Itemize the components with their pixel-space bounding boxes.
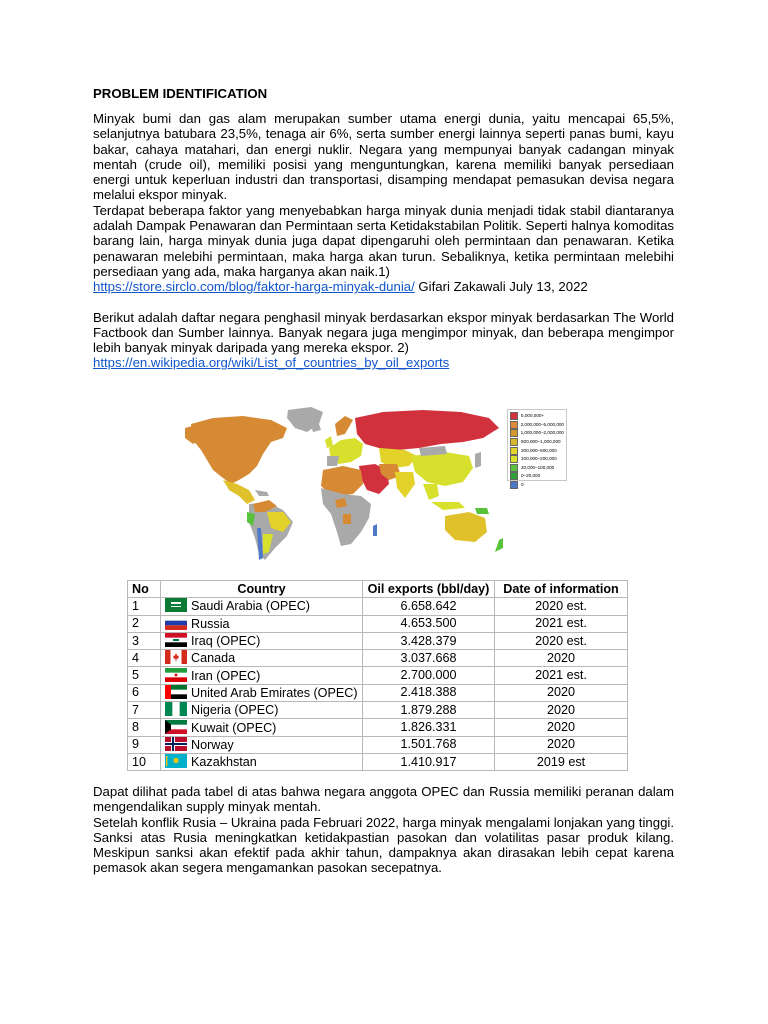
paragraph-russia-ukraine: Setelah konflik Rusia – Ukraina pada Februari 2022, harga minyak mengalami lonjakan yang tinggi. Sanksi atas Rusia meningkatkan ketidakpastian pasokan dan volatilitas pasar produk kilang. Meskipun sanksi akan efektif pada akhir tahun, dampaknya akan dirasakan lebih cepat karena pemasok akan segera mengamankan pasokan secepatnya. xyxy=(93,814,674,876)
table-row xyxy=(128,702,628,719)
country-name: Canada xyxy=(191,651,236,666)
cell-country xyxy=(161,615,363,632)
header-date: Date of information xyxy=(495,581,628,598)
table-row xyxy=(128,753,628,770)
country-name: United Arab Emirates (OPEC) xyxy=(191,685,358,700)
legend-swatch xyxy=(510,464,518,472)
legend-swatch xyxy=(510,438,518,446)
table-row xyxy=(128,650,628,667)
legend-swatch xyxy=(510,429,518,437)
cell-country xyxy=(161,650,363,667)
cell-no: 7 xyxy=(128,702,161,719)
cell-exports: 1.879.288 xyxy=(363,702,495,719)
cell-exports: 3.037.668 xyxy=(363,650,495,667)
cell-country xyxy=(161,702,363,719)
legend-swatch xyxy=(510,447,518,455)
country-name: Nigeria (OPEC) xyxy=(191,703,279,718)
cell-exports: 1.410.917 xyxy=(363,753,495,770)
uae-flag-icon xyxy=(165,685,187,699)
cell-date: 2021 est. xyxy=(495,667,628,684)
russia-flag-icon xyxy=(165,616,187,630)
country-name: Iran (OPEC) xyxy=(191,668,261,683)
legend-label: 0 xyxy=(521,482,524,488)
norway-flag-icon xyxy=(165,737,187,751)
header-no: No xyxy=(128,581,161,598)
oil-exports-table xyxy=(127,580,628,771)
conclusion-section xyxy=(93,784,674,876)
table-header-row xyxy=(128,581,628,598)
legend-label: 200,000–500,000 xyxy=(521,447,557,453)
country-name: Kuwait (OPEC) xyxy=(191,720,277,735)
cell-no: 10 xyxy=(128,753,161,770)
cell-country xyxy=(161,684,363,701)
legend-swatch xyxy=(510,455,518,463)
document-body xyxy=(93,86,674,371)
reference-2 xyxy=(93,355,674,370)
legend-label: 100,000–200,000 xyxy=(521,456,557,462)
table-row xyxy=(128,632,628,649)
country-name: Iraq (OPEC) xyxy=(191,634,261,649)
cell-date: 2020 xyxy=(495,684,628,701)
cell-no: 9 xyxy=(128,736,161,753)
paragraph-energy: Minyak bumi dan gas alam merupakan sumber utama energi dunia, yaitu mencapai 65,5%, selanjutnya batubara 23,5%, tenaga air 6%, serta sumber energi lainnya seperti panas bumi, kayu bakar, cahaya matahari, dan energi nuklir. Negara yang mempunyai banyak cadangan minyak mentah (crude oil), memiliki posisi yang menguntungkan, karena memiliki banyak persediaan energi untuk keperluan industri dan transportasi, disamping mendapat pemasukan devisa negara melalui ekspor minyak. xyxy=(93,111,674,203)
iraq-flag-icon xyxy=(165,633,187,647)
canada-flag-icon xyxy=(165,650,187,664)
reference-1-author: Gifari Zakawali July 13, 2022 xyxy=(414,279,588,295)
legend-swatch xyxy=(510,421,518,429)
legend-swatch xyxy=(510,481,518,489)
nigeria-flag-icon xyxy=(165,702,187,716)
cell-date: 2020 est. xyxy=(495,598,628,615)
legend-label: 5,000,000+ xyxy=(521,413,545,419)
table-row xyxy=(128,719,628,736)
cell-date: 2020 xyxy=(495,650,628,667)
cell-no: 2 xyxy=(128,615,161,632)
legend-label: 1,000,000–2,000,000 xyxy=(520,430,564,436)
cell-no: 8 xyxy=(128,719,161,736)
country-name: Russia xyxy=(191,616,230,631)
cell-date: 2020 xyxy=(495,736,628,753)
legend-item xyxy=(510,446,564,455)
cell-date: 2020 xyxy=(495,702,628,719)
legend-label: 500,000–1,000,000 xyxy=(521,439,561,445)
cell-date: 2020 xyxy=(495,719,628,736)
legend-item xyxy=(510,412,564,421)
legend-swatch xyxy=(510,472,518,480)
cell-exports: 4.653.500 xyxy=(363,615,495,632)
cell-exports: 3.428.379 xyxy=(363,632,495,649)
cell-exports: 1.826.331 xyxy=(363,719,495,736)
cell-country xyxy=(161,736,363,753)
table-row xyxy=(128,667,628,684)
cell-country xyxy=(161,753,363,770)
country-name: Kazakhstan xyxy=(191,755,257,770)
legend-label: 2,000,000–5,000,000 xyxy=(520,421,564,427)
legend-item xyxy=(510,421,564,430)
kuwait-flag-icon xyxy=(165,720,187,734)
iran-flag-icon xyxy=(165,668,187,682)
cell-country xyxy=(161,719,363,736)
page-heading: PROBLEM IDENTIFICATION xyxy=(93,86,268,101)
legend-item xyxy=(510,438,564,447)
header-country: Country xyxy=(161,581,363,598)
legend-swatch xyxy=(510,412,518,420)
country-name: Norway xyxy=(191,737,234,752)
legend-item xyxy=(510,429,564,438)
world-oil-export-map xyxy=(183,404,568,562)
reference-1 xyxy=(93,279,674,294)
cell-date: 2020 est. xyxy=(495,632,628,649)
legend-item xyxy=(510,464,564,473)
legend-item xyxy=(510,481,564,490)
cell-exports: 2.418.388 xyxy=(363,684,495,701)
world-map-image xyxy=(183,404,503,562)
table-row xyxy=(128,615,628,632)
paragraph-opec-role: Dapat dilihat pada tabel di atas bahwa negara anggota OPEC dan Russia memiliki peranan dalam mengendalikan supply minyak mentah. xyxy=(93,784,674,815)
cell-country xyxy=(161,667,363,684)
cell-no: 6 xyxy=(128,684,161,701)
table-row xyxy=(128,684,628,701)
cell-no: 1 xyxy=(128,598,161,615)
cell-date: 2019 est xyxy=(495,753,628,770)
cell-country xyxy=(161,632,363,649)
legend-item xyxy=(510,472,564,481)
legend-label: 0–20,000 xyxy=(521,473,541,479)
cell-exports: 1.501.768 xyxy=(363,736,495,753)
link-sirclo[interactable]: https://store.sirclo.com/blog/faktor-harga-minyak-dunia/ xyxy=(93,279,415,295)
table-row xyxy=(128,598,628,615)
kazakhstan-flag-icon xyxy=(165,754,187,768)
link-wikipedia[interactable]: https://en.wikipedia.org/wiki/List_of_countries_by_oil_exports xyxy=(93,355,450,371)
cell-date: 2021 est. xyxy=(495,615,628,632)
paragraph-exporters: Berikut adalah daftar negara penghasil minyak berdasarkan ekspor minyak berdasarkan The World Factbook dan Sumber lainnya. Banyak negara juga mengimpor minyak, dan beberapa mengimpor lebih banyak minyak daripada yang mereka ekspor. 2) xyxy=(93,309,674,356)
cell-exports: 2.700.000 xyxy=(363,667,495,684)
cell-exports: 6.658.642 xyxy=(363,598,495,615)
cell-no: 5 xyxy=(128,667,161,684)
table-row xyxy=(128,736,628,753)
cell-no: 3 xyxy=(128,632,161,649)
cell-no: 4 xyxy=(128,650,161,667)
map-legend xyxy=(507,409,567,488)
legend-item xyxy=(510,455,564,464)
saudi-arabia-flag-icon xyxy=(165,598,187,612)
header-exports: Oil exports (bbl/day) xyxy=(363,581,495,598)
cell-country xyxy=(161,598,363,615)
paragraph-price-factors: Terdapat beberapa faktor yang menyebabkan harga minyak dunia menjadi tidak stabil diantaranya adalah Dampak Penawaran dan Permintaan serta Ketidakstabilan Politik. Seperti halnya komoditas barang lain, harga minyak dunia juga dapat dipengaruhi oleh permintaan dan penawaran. Ketika penawaran melebihi permintaan, maka harga akan turun. Sebaliknya, ketika permintaan melebihi persediaan yang ada, maka harganya akan naik.1) xyxy=(93,202,674,279)
legend-label: 20,000–100,000 xyxy=(521,464,555,470)
country-name: Saudi Arabia (OPEC) xyxy=(191,599,310,614)
